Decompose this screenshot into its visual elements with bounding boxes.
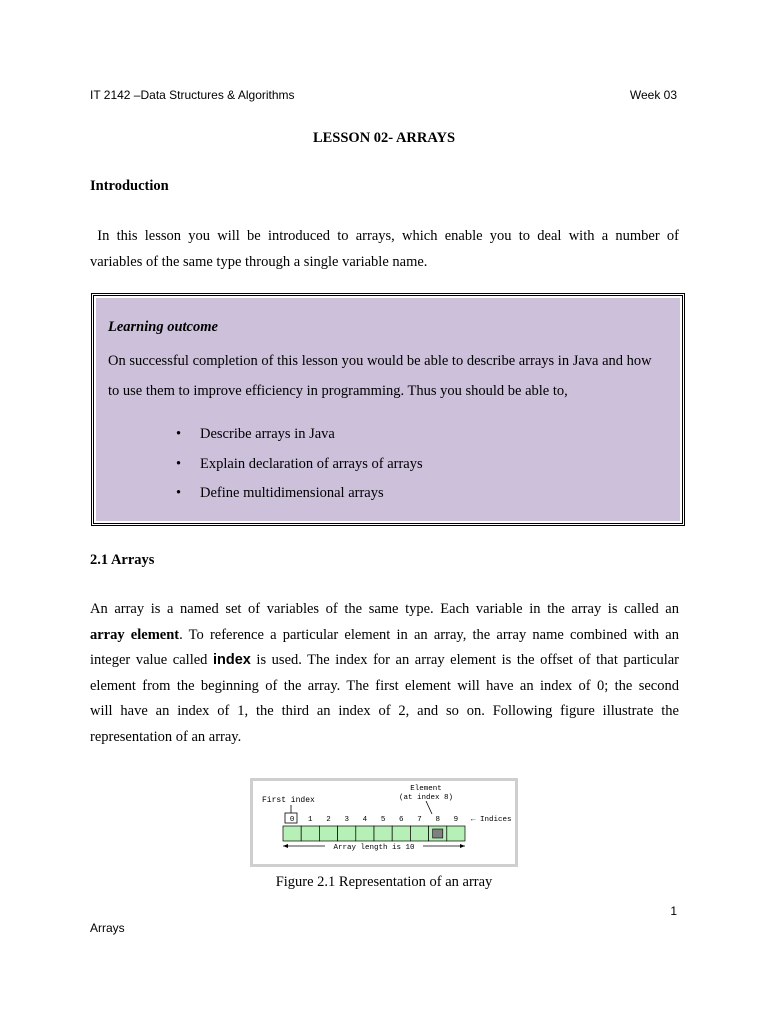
learning-outcome-title: Learning outcome [108,319,218,335]
index-label: 5 [380,816,386,824]
lesson-title: LESSON 02- ARRAYS [312,130,456,146]
paragraph-line: An array is a named set of variables of the same type. Each variable in the array is called an [90,601,679,617]
bullet-icon: • [176,455,182,472]
paragraph-text: is used. The index for an array element is the offset of that particular [250,652,679,668]
header-course: IT 2142 –Data Structures & Algorithms [90,88,295,102]
index-label: 0 [289,816,295,824]
intro-line: In this lesson you will be introduced to arrays, which enable you to deal with a number of [90,228,680,244]
intro-paragraph [90,224,679,275]
index-labels [290,816,458,824]
bullet-icon: • [176,426,182,442]
footer-label: Arrays [90,921,125,935]
list-item-text: Define multidimensional arrays [200,485,384,501]
page-number: 1 [670,904,677,918]
paragraph-line [90,623,679,649]
array-cell [392,826,410,841]
element-pointer-line [426,801,432,814]
first-index-label: First index [262,796,315,805]
array-cell [338,826,356,841]
paragraph-text: . To reference a particular element in an array, the array name combined with an [179,626,679,643]
paragraph-line: will have an index of 1, the third an index of 2, and so on. Following figure illustrate the [90,703,679,719]
index-label: 4 [362,816,368,824]
index-label: 3 [344,816,349,824]
paragraph-line: element from the beginning of the array. The first element will have an index of 0; the second [90,677,679,694]
index-label: 1 [308,816,313,824]
figure-caption: Figure 2.1 Representation of an array [275,874,493,890]
learning-outcome-background [96,298,680,521]
section-heading-arrays: 2.1 Arrays [90,552,155,568]
index-label: 2 [326,816,331,824]
header-week: Week 03 [629,88,677,102]
highlighted-element [433,829,443,838]
paragraph-text: integer value called [90,652,213,668]
array-cell [301,826,319,841]
array-length-label: Array length is 10 [333,844,415,852]
term-index: index [212,652,251,668]
element-sublabel: (at index 8) [398,794,454,802]
learning-outcome-line: On successful completion of this lesson you would be able to describe arrays in Java and how [108,353,652,369]
paragraph-line: representation of an array. [90,728,242,745]
index-label: 7 [417,816,422,824]
array-cell [319,826,337,841]
array-cell [283,826,301,841]
list-item-text: Explain declaration of arrays of arrays [200,455,423,472]
indices-label: ← Indices [471,816,512,824]
term-array-element: array element [90,626,180,643]
array-diagram [253,781,515,864]
index-label: 8 [435,816,440,824]
intro-line: variables of the same type through a single variable name. [90,253,428,270]
paragraph-line [90,648,679,674]
array-cell [410,826,428,841]
bullet-icon: • [176,485,182,501]
array-figure-canvas [253,781,515,864]
learning-outcome-box [91,293,685,526]
intro-heading: Introduction [90,178,169,194]
array-cell [374,826,392,841]
length-arrow-left-icon [283,844,288,848]
array-cell [447,826,465,841]
list-item-text: Describe arrays in Java [200,426,335,442]
length-arrow-right-icon [460,844,465,848]
index-label: 9 [453,816,459,824]
element-label: Element [410,785,442,793]
learning-outcome-text [108,346,682,406]
array-cells [283,826,465,841]
index-label: 6 [399,816,404,824]
arrays-paragraph [90,597,679,750]
array-figure [250,778,518,867]
array-cell [356,826,374,841]
learning-outcome-line: to use them to improve efficiency in programming. Thus you should be able to, [108,383,568,399]
